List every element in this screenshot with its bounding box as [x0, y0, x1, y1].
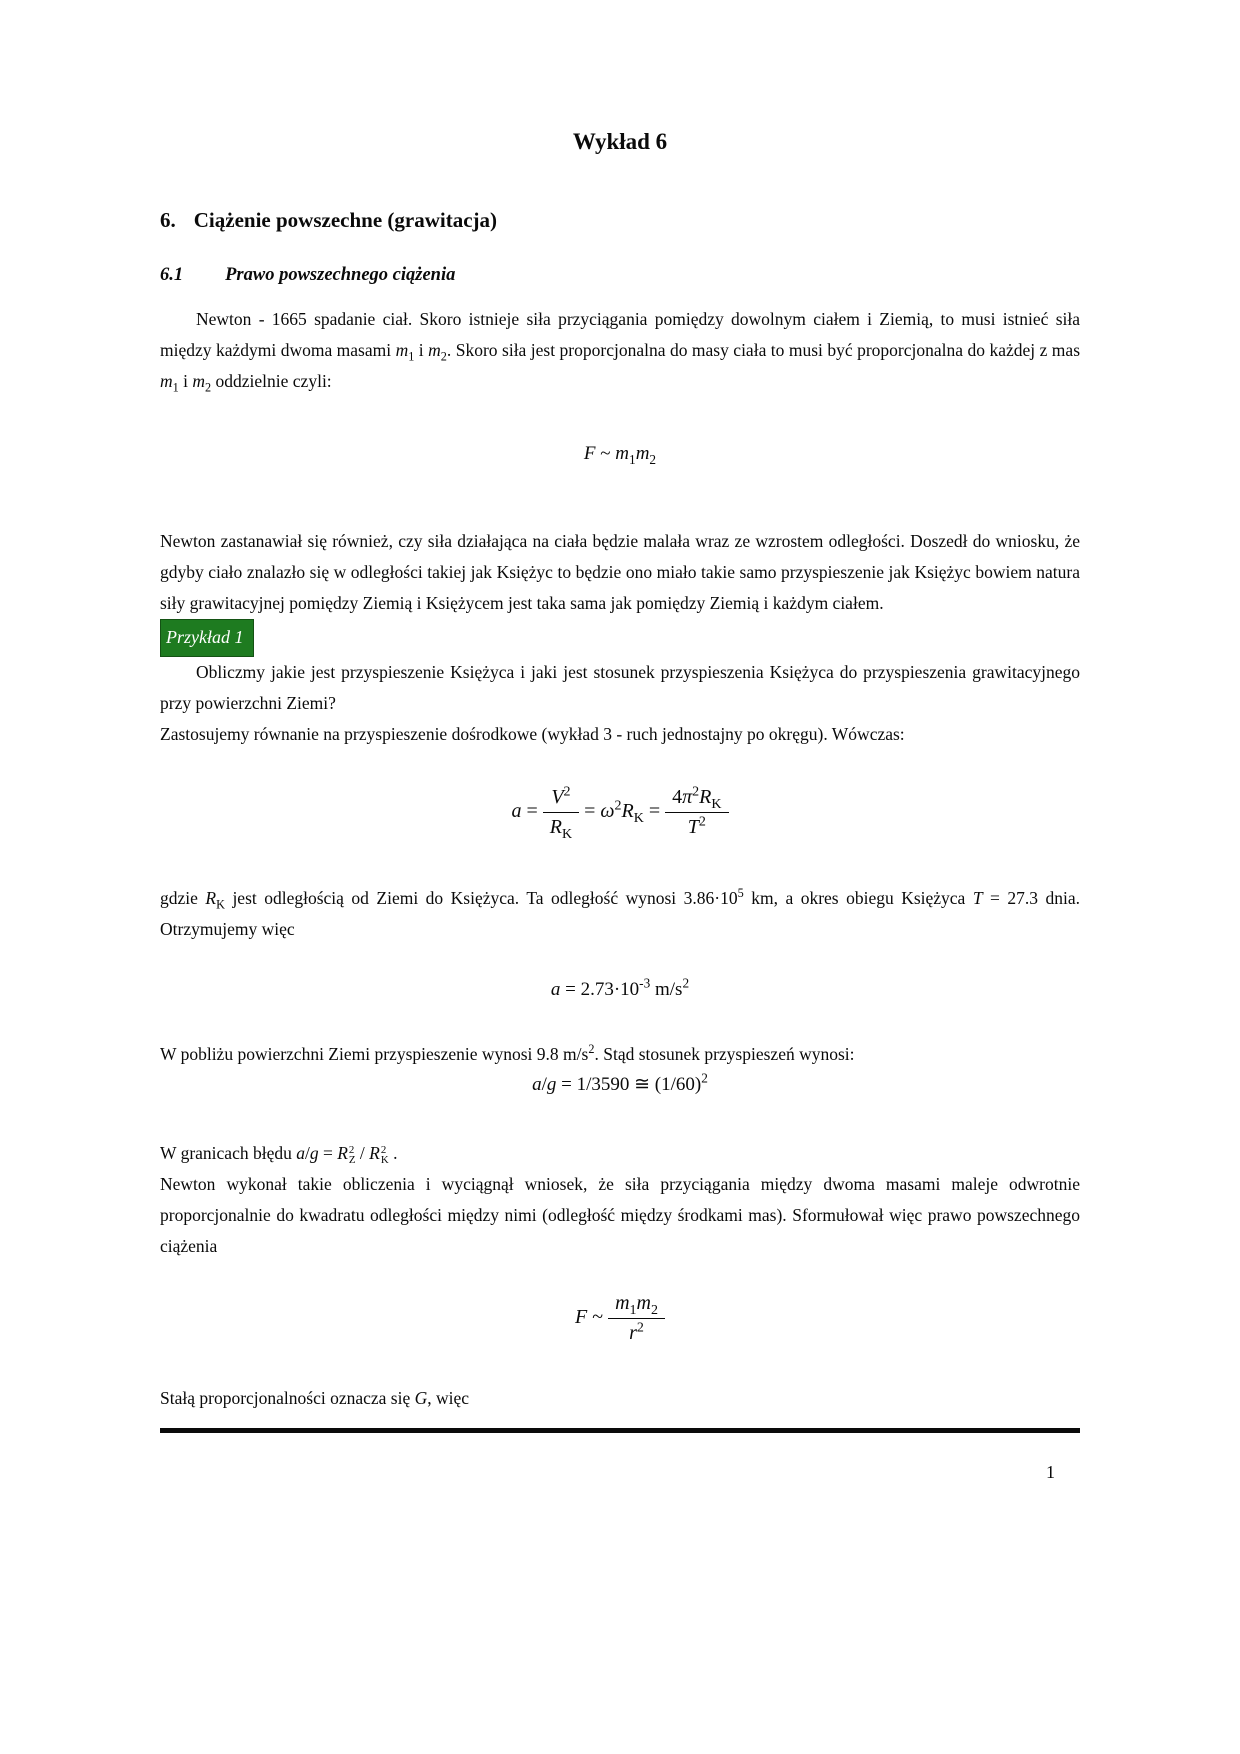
document-title: Wykład 6 [572, 129, 668, 154]
paragraph-newton-distance: Newton zastanawiał się również, czy siła działająca na ciała będzie malała wraz ze wzrostem odległości. Doszedł do wniosku, że gdyby ciało znalazło się w odległości takiej jak Księżyc to będzie ono miało takie samo przyspieszenie jak Księżyc bowiem natura siły grawitacyjnej pomiędzy Ziemią i Księżycem jest taka sama jak pomiędzy Ziemią i każdym ciałem. [160, 531, 1080, 613]
subsection-number: 6.1 [160, 265, 184, 285]
footer-divider [160, 1428, 1080, 1433]
section-number: 6. [160, 208, 176, 232]
paragraph-zastosujemy: Zastosujemy równanie na przyspieszenie dośrodkowe (wykład 3 - ruch jednostajny po okręgu). Wówczas: [160, 724, 905, 744]
section-heading [160, 206, 1080, 234]
page-number: 1 [1046, 1462, 1055, 1482]
paragraph-newton-wykonal: Newton wykonał takie obliczenia i wyciągnął wniosek, że siła przyciągania między dwoma masami maleje odwrotnie proporcjonalnie do kwadratu odległości między nimi (odległość między środkami mas). Sformułował więc prawo powszechnego ciążenia [160, 1174, 1080, 1256]
equation-a-over-g: a/g = 1/3590 ≅ $(1/60)^2$ [532, 1070, 708, 1095]
example-1-highlight: Przykład 1 [160, 619, 254, 657]
paragraph-obliczmy: Obliczmy jakie jest przyspieszenie Księżyca i jaki jest stosunek przyspieszenia Księżyca do przyspieszenia grawitacyjnego przy powierzchni Ziemi? [160, 662, 1080, 713]
paragraph-w-granicach: W granicach błędu a/g = R2 Z / R2 K . [160, 1143, 398, 1166]
paragraph-stala-g: Stałą proporcjonalności oznacza się G, więc [160, 1388, 470, 1408]
paragraph-w-poblizu: W pobliżu powierzchni Ziemi przyspieszenie wynosi 9.8 $m/s^2$. Stąd stosunek przyspieszeń wynosi: [160, 1042, 855, 1064]
equation-a-value: $a = 2.73\cdot 10^{-3}$ $m/s^2$ [550, 975, 690, 1000]
paragraph-newton-1665: Newton - 1665 spadanie ciał. Skoro istnieje siła przyciągania pomiędzy dowolnym ciałem i Ziemią, to musi istnieć siła między każdymi dwoma masami $m_1$ i $m_2$. Skoro siła jest proporcjonalna do masy ciała to musi być proporcjonalna do każdej z mas $m_1$ i $m_2$ oddzielnie czyli: [160, 309, 1081, 395]
section-title: Ciążenie powszechne (grawitacja) [193, 208, 497, 232]
paragraph-gdzie-rk: gdzie $R_K$ jest odległością od Ziemi do Księżyca. Ta odległość wynosi $3.86\cdot 10^5$ km, a okres obiegu Księżyca T = 27.3 dnia. Otrzymujemy więc [160, 886, 1080, 939]
example-label-row [160, 619, 1080, 657]
equation-centripetal-acceleration: a = $\frac{V^2}{R_K}$ = $\omega^2R_K$ = $\frac{4\pi^2R_K}{T^2}$ [160, 786, 1080, 839]
equation-law-of-gravitation: F ~ $\frac{m_1m_2}{r^2}$ [160, 1292, 1080, 1345]
subsection-title: Prawo powszechnego ciążenia [225, 265, 456, 285]
subsection-heading [160, 262, 1080, 288]
equation-f-proportional-m1m2: F ~ $m_1m_2$ [583, 443, 657, 467]
